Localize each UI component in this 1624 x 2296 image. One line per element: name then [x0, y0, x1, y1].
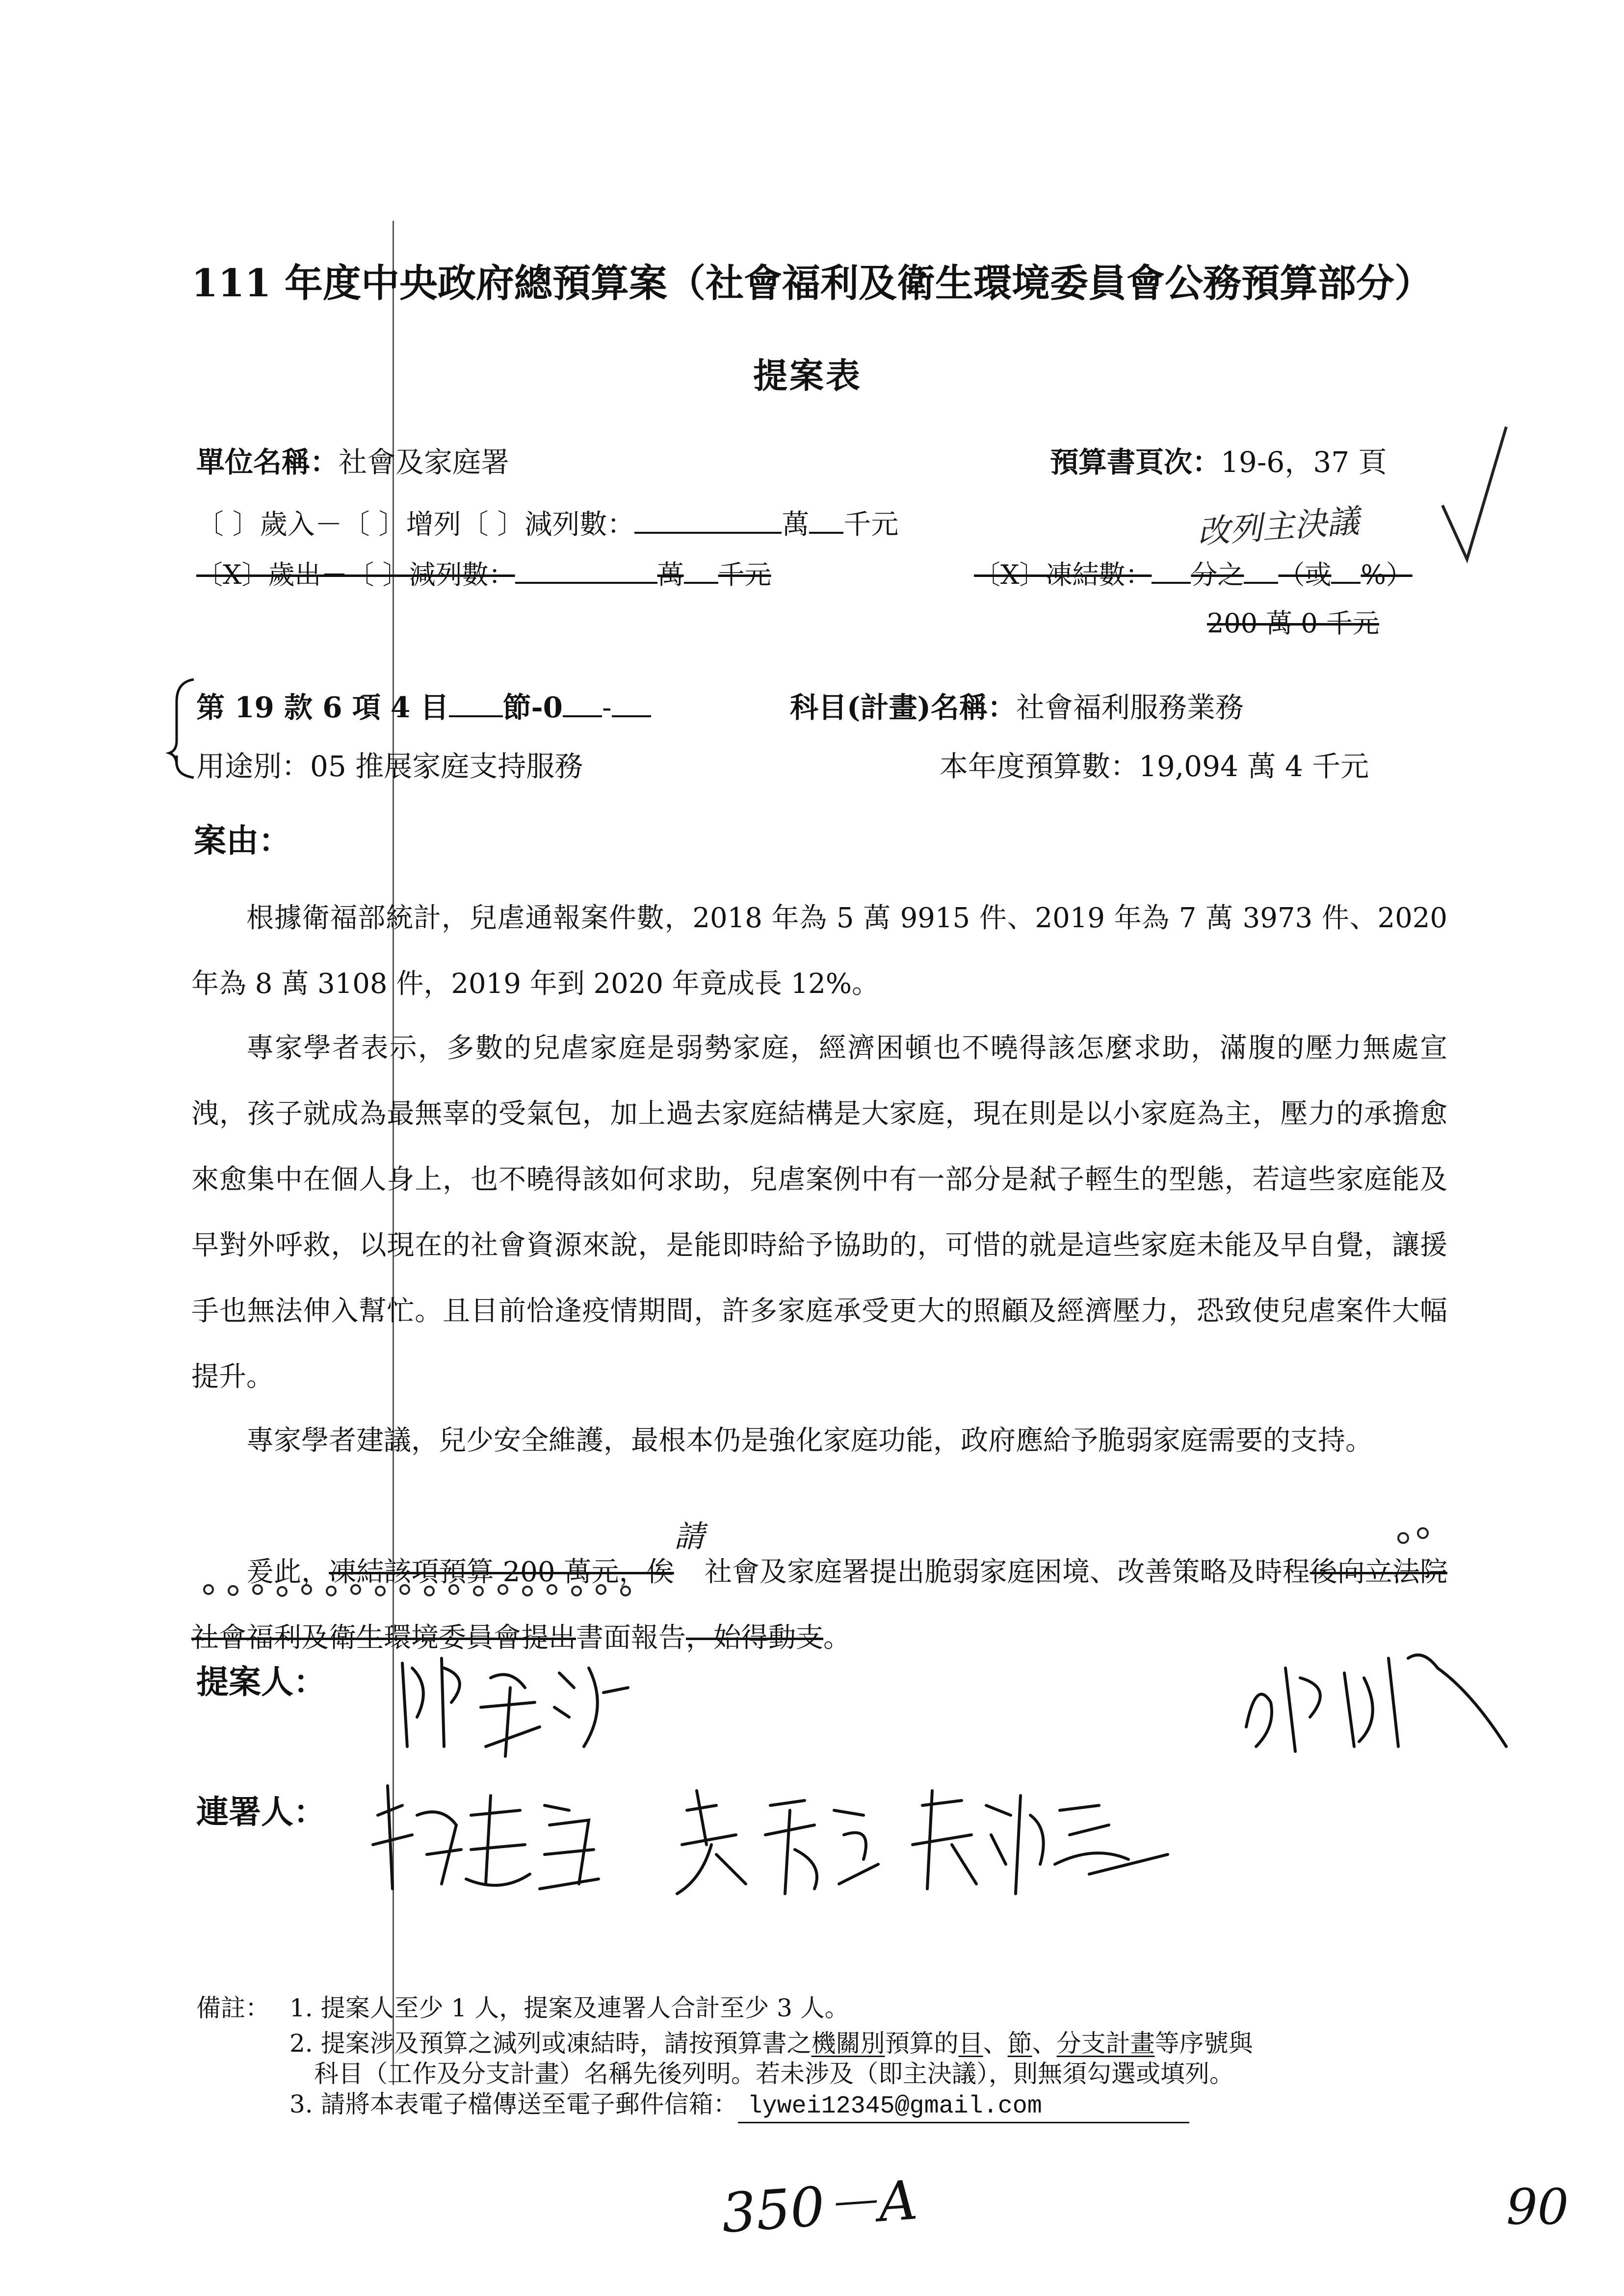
expense-text: 〔X〕歲出－〔 〕減列數：: [196, 559, 515, 590]
revenue-blank: [634, 503, 782, 534]
freeze-blank-2: [1244, 553, 1278, 584]
note-2-h: 分支計畫: [1056, 2029, 1155, 2058]
subject-label: 科目(計畫)名稱：: [790, 691, 1016, 724]
case-heading: 案由：: [194, 821, 291, 860]
note-1: 1. 提案人至少 1 人，提案及連署人合計至少 3 人。: [289, 1994, 849, 2022]
section-jie: 節-0: [502, 691, 563, 724]
annual-budget-label: 本年度預算數：: [940, 750, 1139, 783]
resolution-paragraph: [191, 1518, 1447, 1671]
freeze-fraction: 分之: [1191, 559, 1244, 590]
section-row: [196, 684, 651, 726]
freeze-percent: %）: [1361, 559, 1413, 590]
freeze-blank-3: [1331, 553, 1361, 584]
resolution-struck-2: 後: [1310, 1556, 1337, 1588]
revenue-wan: 萬: [782, 509, 810, 541]
resolution-middle: 社會及家庭署提出脆弱家庭困境、改善策略及時程: [704, 1556, 1310, 1588]
resolution-inserted: 請: [674, 1518, 705, 1554]
section-blank-3: [612, 687, 651, 717]
proposer-label: 提案人：: [196, 1663, 326, 1701]
subject-row: [790, 684, 1244, 726]
budget-page-row: [1050, 439, 1387, 480]
note-2-d: 目: [958, 2029, 983, 2058]
freeze-amount: 200 萬 0 千元: [1207, 608, 1379, 639]
note-2-i: 等序號與: [1154, 2029, 1253, 2058]
resolution-end: 。: [823, 1622, 851, 1654]
expense-qian: 千元: [718, 559, 771, 590]
note-2-e: 、: [983, 2029, 1008, 2058]
section-kuan: 第 19 款 6 項 4 目: [196, 691, 449, 724]
freeze-label: 〔X〕凍結數：: [974, 559, 1152, 590]
paragraph-3: 專家學者建議，兒少安全維護，最根本仍是強化家庭功能，政府應給予脆弱家庭需要的支持。: [246, 1425, 1373, 1457]
note-2-line-2: 科目（工作及分支計畫）名稱先後列明。若未涉及（即主決議），則無須勾選或填列。: [314, 2060, 1234, 2088]
paragraph-2: 專家學者表示，多數的兒虐家庭是弱勢家庭，經濟困頓也不曉得該怎麼求助，滿腹的壓力無處宣洩，孩子就成為最無辜的受氣包，加上過去家庭結構是大家庭，現在則是以小家庭為主，壓力的承擔愈來愈集中在個人身上，也不曉得該如何求助，兒虐案例中有一部分是弒子輕生的型態，若這些家庭能及早對外呼救，以現在的社會資源來說，是能即時給予協助的，可惜的就是這些家庭未能及早自覺，讓援手也無法伸入幫忙。且目前恰逢疫情期間，許多家庭承受更大的照顧及經濟壓力，恐致使兒虐案件大幅提升。: [191, 1032, 1447, 1393]
expense-blank-qian: [684, 553, 718, 584]
paragraph-1: 根據衛福部統計，兒虐通報案件數，2018 年為 5 萬 9915 件、2019 年為 7 萬 3973 件、2020 年為 8 萬 3108 件，2019 年到 2020 年竟成長 12%。: [191, 902, 1447, 1000]
page-number: 90: [1506, 2178, 1569, 2236]
note-2-b: 機關別: [811, 2029, 885, 2058]
revenue-prefix: 〔 〕歲入－〔 〕增列〔 〕減列數：: [196, 509, 635, 541]
stamp-number: 350－A: [719, 2168, 920, 2245]
resolution-struck-4: ，始得動支: [686, 1622, 823, 1654]
annual-budget-row: [940, 743, 1369, 784]
freeze-line: [974, 553, 1413, 592]
note-3-text: 3. 請將本表電子檔傳送至電子郵件信箱：: [289, 2090, 738, 2118]
note-2-f: 節: [1007, 2029, 1032, 2058]
notes-label: 備註：: [196, 1994, 270, 2022]
form-subtitle: 提案表: [753, 355, 862, 396]
freeze-blank: [1152, 553, 1191, 584]
usage-value: 05 推展家庭支持服務: [310, 750, 583, 783]
cosigner-label: 連署人：: [196, 1793, 326, 1831]
expense-line: [196, 553, 771, 592]
freeze-or: （或: [1278, 559, 1332, 590]
document-title: 111 年度中央政府總預算案（社會福利及衛生環境委員會公務預算部分）: [191, 261, 1433, 306]
unit-value: 社會及家庭署: [339, 445, 510, 479]
resolution-lead: 爰此，: [246, 1556, 329, 1588]
annual-budget-value: 19,094 萬 4 千元: [1139, 750, 1369, 783]
section-dash: -: [602, 691, 612, 724]
handwritten-note: 改列主決議: [1196, 502, 1361, 551]
revenue-line: [196, 503, 898, 542]
usage-label: 用途別：: [196, 750, 311, 783]
unit-label: 單位名稱：: [196, 445, 339, 479]
note-2-a: 2. 提案涉及預算之減列或凍結時，請按預算書之: [289, 2029, 812, 2058]
note-3: [289, 2089, 1189, 2123]
resolution-report: 書面報告: [576, 1622, 686, 1654]
resolution-struck-3: 向立法院社會福利及衛生環境委員會提出: [191, 1556, 1447, 1654]
note-2-c: 預算的: [885, 2029, 959, 2058]
section-blank-2: [563, 687, 602, 717]
budget-page-label: 預算書頁次：: [1050, 445, 1221, 479]
revenue-blank-qian: [809, 503, 843, 534]
cosigner-signatures: [0, 0, 5, 5]
revenue-qian: 千元: [843, 509, 899, 541]
section-blank-1: [449, 687, 503, 717]
budget-page-value: 19-6，37 頁: [1221, 445, 1387, 479]
expense-wan: 萬: [657, 559, 684, 590]
usage-row: [196, 743, 583, 784]
note-2-g: 、: [1032, 2029, 1057, 2058]
subject-value: 社會福利服務業務: [1016, 691, 1244, 724]
unit-row: [196, 439, 509, 480]
note-2-line-1: [289, 2028, 1253, 2059]
email-link[interactable]: lywei12345@gmail.com: [738, 2091, 1189, 2123]
expense-blank: [515, 553, 657, 584]
resolution-struck-1: 凍結該項預算 200 萬元，俟: [329, 1556, 674, 1588]
